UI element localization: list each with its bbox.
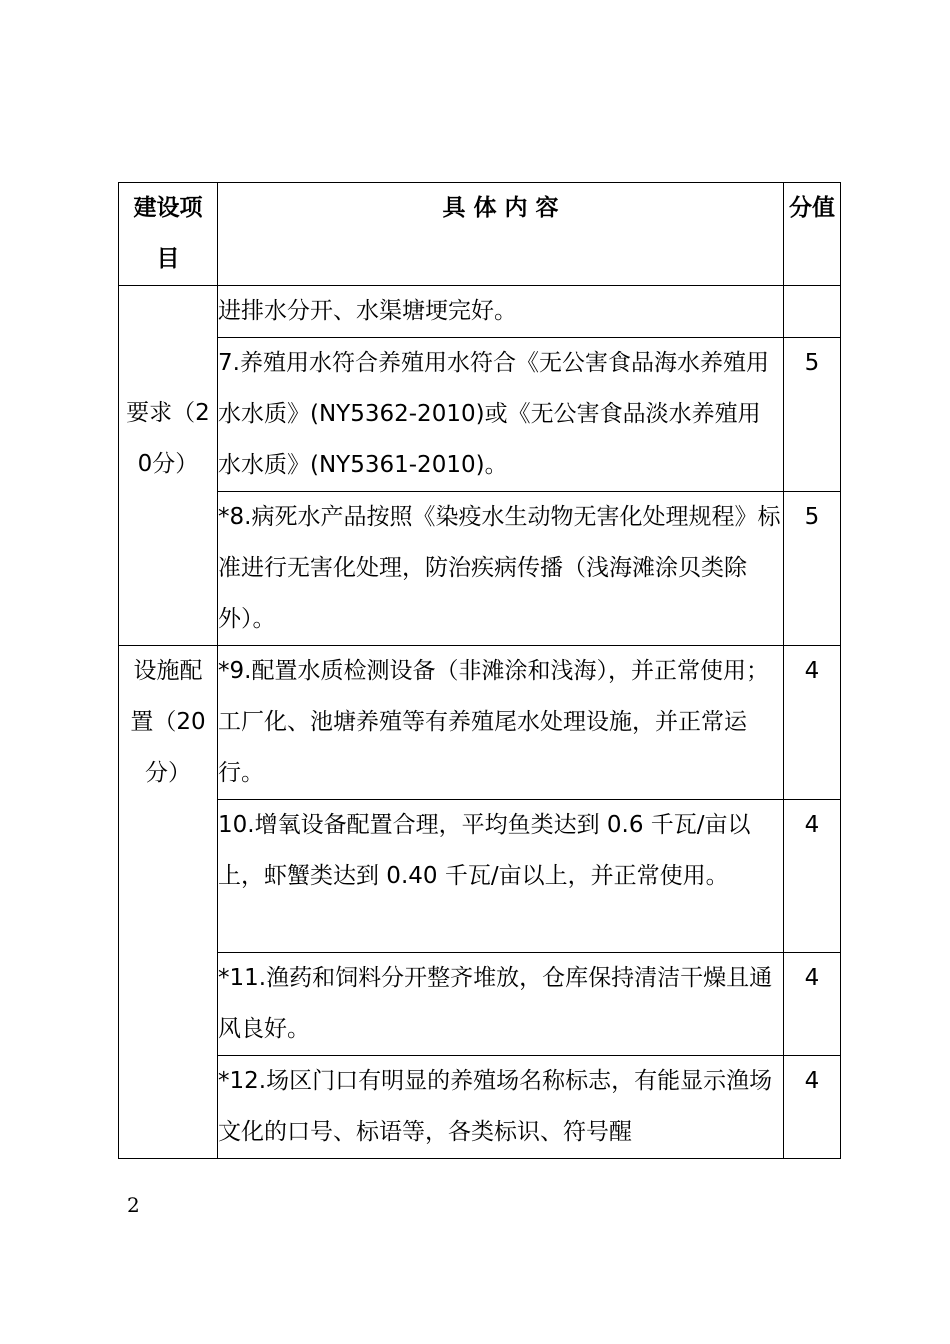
row-content: *9.配置水质检测设备（非滩涂和浅海），并正常使用；工厂化、池塘养殖等有养殖尾水处理设施，并正常运行。 [218,646,784,800]
row-content: *12.场区门口有明显的养殖场名称标志，有能显示渔场文化的口号、标语等，各类标识、符号醒 [218,1056,784,1159]
row-score: 4 [784,646,841,800]
table-header-row [119,183,841,286]
row-score: 4 [784,800,841,953]
table-row [119,1056,841,1159]
header-category: 建设项目 [119,183,218,286]
row-content: 进排水分开、水渠塘埂完好。 [218,286,784,338]
table-row [119,646,841,800]
row-content: 7.养殖用水符合养殖用水符合《无公害食品海水养殖用水水质》(NY5362-2010)或《无公害食品淡水养殖用水水质》(NY5361-2010)。 [218,338,784,492]
row-score: 5 [784,338,841,492]
page-number: 2 [127,1193,140,1217]
row-score: 5 [784,492,841,646]
category-requirements: 要求（20分） [119,286,218,646]
row-score [784,286,841,338]
table-row [119,338,841,492]
row-score: 4 [784,1056,841,1159]
row-content: 10.增氧设备配置合理，平均鱼类达到 0.6 千瓦/亩以上，虾蟹类达到 0.40 千瓦/亩以上，并正常使用。 [218,800,784,953]
table-row [119,800,841,953]
scoring-table [118,182,841,1159]
category-facilities: 设施配置（20分） [119,646,218,1159]
row-content: *11.渔药和饲料分开整齐堆放，仓库保持清洁干燥且通风良好。 [218,953,784,1056]
table-row [119,953,841,1056]
row-content: *8.病死水产品按照《染疫水生动物无害化处理规程》标准进行无害化处理，防治疾病传播（浅海滩涂贝类除外）。 [218,492,784,646]
table-row [119,492,841,646]
row-score: 4 [784,953,841,1056]
header-content: 具 体 内 容 [218,183,784,286]
table-row [119,286,841,338]
header-score: 分值 [784,183,841,286]
